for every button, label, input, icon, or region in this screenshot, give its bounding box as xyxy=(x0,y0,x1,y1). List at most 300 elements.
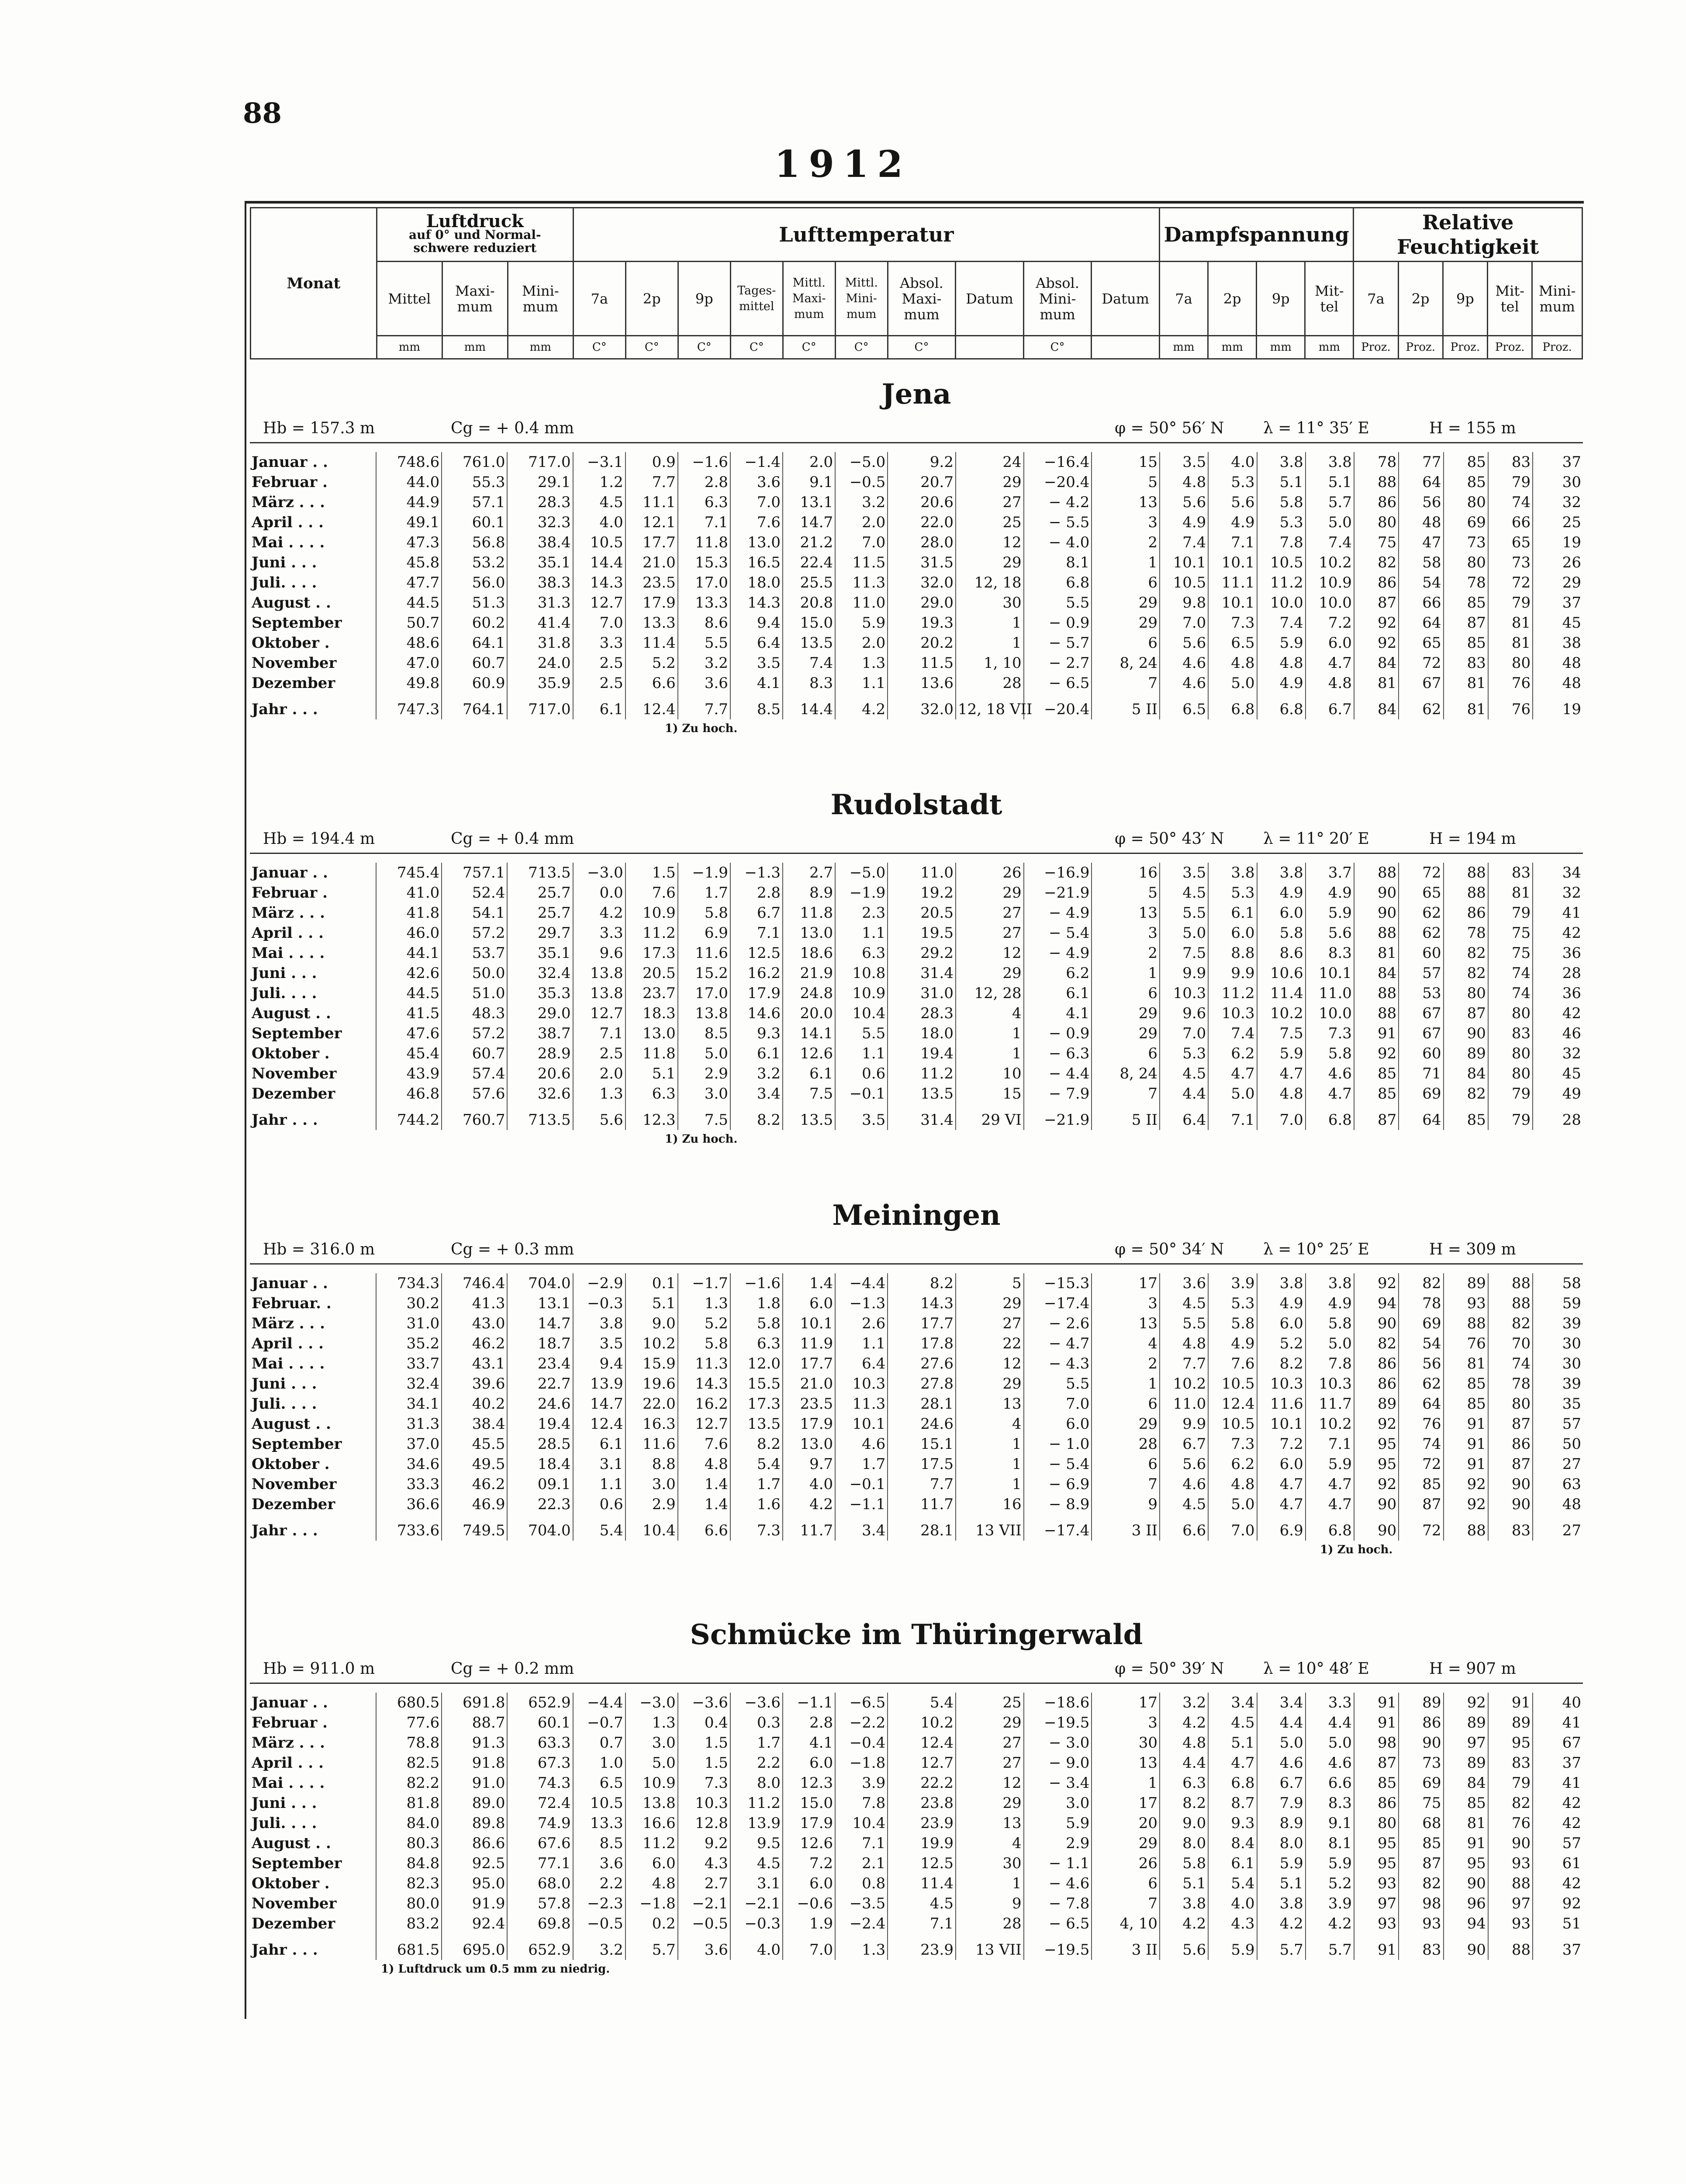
table-cell: 11.6 xyxy=(625,1434,678,1454)
table-cell: 748.6 xyxy=(376,452,442,472)
table-cell: − 4.0 xyxy=(1024,532,1092,553)
table-cell: 17.8 xyxy=(888,1334,956,1354)
table-cell: 6.8 xyxy=(1306,1104,1354,1130)
table-cell: 67.6 xyxy=(507,1833,573,1853)
table-cell: 90 xyxy=(1444,1023,1488,1044)
table-cell: 95 xyxy=(1354,1454,1399,1474)
table-cell: 95.0 xyxy=(442,1873,507,1894)
table-cell: 7.4 xyxy=(1160,532,1208,553)
table-row xyxy=(250,1853,1583,1873)
table-cell: Jahr . . . xyxy=(252,1941,318,1959)
table-cell: 41 xyxy=(1533,903,1583,923)
table-cell: 9.0 xyxy=(625,1313,678,1334)
table-cell: 12.4 xyxy=(1208,1394,1257,1414)
table-cell: 12.3 xyxy=(783,1773,835,1793)
table-cell: 62 xyxy=(1399,923,1443,943)
table-cell: 81 xyxy=(1444,693,1488,719)
table-cell: 4.2 xyxy=(1306,1914,1354,1934)
table-cell: 5.7 xyxy=(625,1934,678,1960)
table-cell: 7.0 xyxy=(730,492,783,512)
table-cell: 13.8 xyxy=(573,963,625,983)
station-name: Schmücke im Thüringerwald xyxy=(690,1618,1143,1651)
table-cell: 8.3 xyxy=(1306,1793,1354,1813)
table-cell: Februar . xyxy=(252,884,328,902)
table-cell: −0.1 xyxy=(835,1084,888,1104)
table-cell: 83 xyxy=(1488,1753,1533,1773)
table-cell: 1 xyxy=(956,613,1024,633)
station-meta xyxy=(250,413,1583,443)
table-cell: 3.2 xyxy=(835,492,888,512)
table-cell: 9.6 xyxy=(1160,1003,1208,1023)
table-cell: 14.3 xyxy=(573,573,625,593)
table-cell: 1.4 xyxy=(678,1474,730,1494)
table-cell: 88 xyxy=(1488,1934,1533,1960)
table-cell: 80 xyxy=(1444,553,1488,573)
table-cell: 65 xyxy=(1399,633,1443,653)
table-cell: 38.4 xyxy=(507,532,573,553)
table-cell: 48 xyxy=(1533,673,1583,693)
table-cell: 30 xyxy=(1533,1334,1583,1354)
table-cell: 31.4 xyxy=(888,1104,956,1130)
table-cell: 1.3 xyxy=(835,653,888,673)
table-cell: 46.2 xyxy=(442,1334,507,1354)
table-cell: 17 xyxy=(1092,1273,1160,1293)
table-cell: 64.1 xyxy=(442,633,507,653)
table-cell: 81 xyxy=(1444,673,1488,693)
table-cell: Oktober . xyxy=(252,1875,330,1892)
table-cell: 12.4 xyxy=(573,1414,625,1434)
table-cell: 6.0 xyxy=(783,1873,835,1894)
unit-rf-5: Proz. xyxy=(1532,336,1582,359)
table-cell: 81 xyxy=(1444,1813,1488,1833)
table-cell: 3.0 xyxy=(1024,1793,1092,1813)
table-cell: 95 xyxy=(1354,1833,1399,1853)
table-row xyxy=(250,1064,1583,1084)
table-row xyxy=(250,1733,1583,1753)
table-cell: 7 xyxy=(1092,1894,1160,1914)
table-cell: 4.8 xyxy=(1208,1474,1257,1494)
table-cell: 24.8 xyxy=(783,983,835,1003)
table-cell: 88 xyxy=(1354,1003,1399,1023)
table-cell: 6.6 xyxy=(625,673,678,693)
table-cell: 10.2 xyxy=(625,1334,678,1354)
table-cell: 28.3 xyxy=(888,1003,956,1023)
table-cell: 29 xyxy=(1092,1414,1160,1434)
table-cell: 72 xyxy=(1399,1454,1443,1474)
table-cell: 4.0 xyxy=(730,1934,783,1960)
table-cell: 5.0 xyxy=(1306,1334,1354,1354)
table-cell: 12 xyxy=(956,1773,1024,1793)
table-cell: 28.5 xyxy=(507,1434,573,1454)
table-cell: −4.4 xyxy=(835,1273,888,1293)
table-cell: −18.6 xyxy=(1024,1693,1092,1713)
table-cell: 22.3 xyxy=(507,1494,573,1514)
table-cell: Dezember xyxy=(252,1496,335,1513)
table-cell: 10.5 xyxy=(1208,1374,1257,1394)
table-cell: 3.5 xyxy=(730,653,783,673)
unit-lt-6: C° xyxy=(835,336,888,359)
table-cell: 48 xyxy=(1533,653,1583,673)
table-cell: 91.3 xyxy=(442,1733,507,1753)
table-cell: 67 xyxy=(1399,1003,1443,1023)
table-cell: −0.6 xyxy=(783,1894,835,1914)
table-cell: 87 xyxy=(1354,1104,1399,1130)
table-cell: 10.1 xyxy=(1306,963,1354,983)
footnote: 1) Luftdruck um 0.5 mm zu niedrig. xyxy=(381,1963,610,1976)
table-cell: 7.4 xyxy=(783,653,835,673)
table-cell: September xyxy=(252,1025,342,1042)
table-cell: November xyxy=(252,1895,337,1912)
table-cell: 7.5 xyxy=(783,1084,835,1104)
table-cell: 4.6 xyxy=(1306,1753,1354,1773)
table-cell: 88 xyxy=(1354,923,1399,943)
table-cell: −21.9 xyxy=(1024,1104,1092,1130)
table-cell: 50.0 xyxy=(442,963,507,983)
table-cell: 10.2 xyxy=(1257,1003,1306,1023)
table-cell: 16.5 xyxy=(730,553,783,573)
table-cell: 29.0 xyxy=(507,1003,573,1023)
table-cell: 6.8 xyxy=(1208,1773,1257,1793)
table-cell: 7.4 xyxy=(1208,1023,1257,1044)
table-row xyxy=(250,532,1583,553)
table-cell: 77.1 xyxy=(507,1853,573,1873)
table-cell: 11.3 xyxy=(835,1394,888,1414)
table-cell: 12.8 xyxy=(678,1813,730,1833)
table-cell: 34.6 xyxy=(376,1454,442,1474)
table-cell: − 5.4 xyxy=(1024,923,1092,943)
table-cell: 5.8 xyxy=(1208,1313,1257,1334)
table-cell: 4.0 xyxy=(1208,1894,1257,1914)
table-cell: 2.8 xyxy=(783,1713,835,1733)
table-cell: − 5.7 xyxy=(1024,633,1092,653)
table-cell: 6.1 xyxy=(573,1434,625,1454)
station-h: H = 309 m xyxy=(1429,1241,1516,1258)
table-cell: 15.3 xyxy=(678,553,730,573)
table-cell: Oktober . xyxy=(252,1045,330,1062)
table-cell: 13.8 xyxy=(678,1003,730,1023)
table-cell: 6.0 xyxy=(1257,1313,1306,1334)
table-cell: 10.3 xyxy=(678,1793,730,1813)
unit-lt-2: C° xyxy=(625,336,678,359)
table-cell: 72 xyxy=(1399,863,1443,883)
table-cell: 17.7 xyxy=(783,1354,835,1374)
table-cell: − 6.3 xyxy=(1024,1044,1092,1064)
table-cell: 6 xyxy=(1092,1454,1160,1474)
header-luftdruck-title: Luftdruck xyxy=(426,211,524,232)
table-cell: 76 xyxy=(1488,1813,1533,1833)
table-cell: 88 xyxy=(1488,1273,1533,1293)
table-cell: 50.7 xyxy=(376,613,442,633)
table-cell: 13.8 xyxy=(625,1793,678,1813)
unit-lt-3: C° xyxy=(678,336,730,359)
table-cell: 9.4 xyxy=(573,1354,625,1374)
table-cell: 17.3 xyxy=(625,943,678,963)
table-cell: 89.8 xyxy=(442,1813,507,1833)
table-cell: 48 xyxy=(1399,512,1443,532)
header-luftdruck xyxy=(377,208,573,262)
table-cell: 11.7 xyxy=(1306,1394,1354,1414)
table-cell: 25 xyxy=(1533,512,1583,532)
table-cell: 6.6 xyxy=(678,1514,730,1541)
table-cell: 6.0 xyxy=(625,1853,678,1873)
table-cell: 32 xyxy=(1533,883,1583,903)
station-phi: φ = 50° 43′ N xyxy=(1115,830,1224,848)
table-cell: 6.8 xyxy=(1306,1514,1354,1541)
col-lt-mittl-min: Mittl. Mini-mum xyxy=(835,262,888,336)
table-cell: 7.7 xyxy=(678,693,730,719)
table-cell: −0.3 xyxy=(730,1914,783,1934)
table-cell: 7 xyxy=(1092,1474,1160,1494)
table-cell: 18.3 xyxy=(625,1003,678,1023)
table-cell: 28.9 xyxy=(507,1044,573,1064)
table-cell: 77.6 xyxy=(376,1713,442,1733)
table-cell: 37 xyxy=(1533,1934,1583,1960)
station-h: H = 155 m xyxy=(1429,419,1516,437)
table-cell: 96 xyxy=(1444,1894,1488,1914)
table-cell: 5.9 xyxy=(1306,1853,1354,1873)
table-cell: 761.0 xyxy=(442,452,507,472)
table-cell: 8.0 xyxy=(1160,1833,1208,1853)
table-cell: 1.0 xyxy=(573,1753,625,1773)
table-cell: 4.8 xyxy=(1160,1334,1208,1354)
table-cell: 2.3 xyxy=(835,903,888,923)
table-cell: 4.8 xyxy=(1257,653,1306,673)
station-table xyxy=(250,1693,1583,1960)
table-cell: 5 xyxy=(1092,883,1160,903)
table-cell: 9.3 xyxy=(1208,1813,1257,1833)
table-cell: 86 xyxy=(1444,903,1488,923)
table-cell: 88 xyxy=(1444,863,1488,883)
table-cell: 76 xyxy=(1444,1334,1488,1354)
table-cell: 7.7 xyxy=(888,1474,956,1494)
table-cell: 12.6 xyxy=(783,1044,835,1064)
table-cell: 29 xyxy=(956,883,1024,903)
table-cell: 8, 24 xyxy=(1092,653,1160,673)
table-cell: 89 xyxy=(1444,1273,1488,1293)
table-cell: 57.1 xyxy=(442,492,507,512)
table-cell: 4.5 xyxy=(1160,883,1208,903)
table-cell: 764.1 xyxy=(442,693,507,719)
table-row xyxy=(250,1813,1583,1833)
table-cell: Dezember xyxy=(252,1915,335,1932)
table-cell: 95 xyxy=(1444,1853,1488,1873)
table-cell: 62 xyxy=(1399,693,1443,719)
table-cell: 10.6 xyxy=(1257,963,1306,983)
table-cell: 6 xyxy=(1092,633,1160,653)
table-cell: 680.5 xyxy=(376,1693,442,1713)
table-cell: August . . xyxy=(252,594,331,612)
table-cell: 4.7 xyxy=(1306,1474,1354,1494)
table-cell: 14.6 xyxy=(730,1003,783,1023)
table-cell: 3.6 xyxy=(678,673,730,693)
table-cell: −1.1 xyxy=(835,1494,888,1514)
table-cell: 1.6 xyxy=(730,1494,783,1514)
unit-rf-2: Proz. xyxy=(1398,336,1443,359)
table-cell: 7.6 xyxy=(625,883,678,903)
table-cell: 8.2 xyxy=(730,1104,783,1130)
table-cell: 10.0 xyxy=(1257,593,1306,613)
table-cell: 28 xyxy=(1533,1104,1583,1130)
table-cell: 57 xyxy=(1399,963,1443,983)
table-cell: −4.4 xyxy=(573,1693,625,1713)
table-cell: 8.8 xyxy=(1208,943,1257,963)
table-cell: Jahr . . . xyxy=(252,701,318,718)
table-cell: 11.2 xyxy=(888,1064,956,1084)
table-cell: 3.3 xyxy=(573,633,625,653)
table-cell: 12.5 xyxy=(888,1853,956,1873)
table-cell: 0.3 xyxy=(730,1713,783,1733)
table-cell: 88 xyxy=(1354,472,1399,492)
station-cg: Cg = + 0.3 mm xyxy=(451,1241,574,1258)
table-cell: 4.9 xyxy=(1257,1293,1306,1313)
table-cell: 3.8 xyxy=(1160,1894,1208,1914)
table-cell: − 4.4 xyxy=(1024,1064,1092,1084)
table-cell: −19.5 xyxy=(1024,1934,1092,1960)
col-lt-tagesmittel: Tages-mittel xyxy=(730,262,783,336)
table-cell: − 4.9 xyxy=(1024,903,1092,923)
table-cell: − 2.7 xyxy=(1024,653,1092,673)
table-cell: 81 xyxy=(1488,633,1533,653)
table-cell: −2.4 xyxy=(835,1914,888,1934)
table-cell: 27 xyxy=(1533,1514,1583,1541)
table-cell: 4.7 xyxy=(1306,1084,1354,1104)
table-cell: 36 xyxy=(1533,943,1583,963)
table-cell: 5.5 xyxy=(1160,1313,1208,1334)
col-lt-2p: 2p xyxy=(625,262,678,336)
table-cell: 6.9 xyxy=(678,923,730,943)
table-cell: 45.5 xyxy=(442,1434,507,1454)
table-cell: 5.4 xyxy=(1208,1873,1257,1894)
table-cell: 82 xyxy=(1488,1313,1533,1334)
table-cell: 93 xyxy=(1444,1293,1488,1313)
table-cell: 62 xyxy=(1399,903,1443,923)
table-cell: − 9.0 xyxy=(1024,1753,1092,1773)
table-cell: 60 xyxy=(1399,943,1443,963)
table-cell: 50 xyxy=(1533,1434,1583,1454)
table-cell: 5.4 xyxy=(730,1454,783,1474)
table-cell: 11.8 xyxy=(783,903,835,923)
table-cell: 7.3 xyxy=(1208,1434,1257,1454)
table-cell: −5.0 xyxy=(835,863,888,883)
table-cell: 29.0 xyxy=(888,593,956,613)
table-cell: Dezember xyxy=(252,1085,335,1102)
table-cell: 14.7 xyxy=(573,1394,625,1414)
header-feuchtigkeit: Relative Feuchtigkeit xyxy=(1354,208,1582,262)
table-cell: 4.6 xyxy=(1160,1474,1208,1494)
table-cell: 10.3 xyxy=(1257,1374,1306,1394)
table-row xyxy=(250,1414,1583,1434)
table-cell: 3.4 xyxy=(730,1084,783,1104)
table-cell: 19.2 xyxy=(888,883,956,903)
table-cell: 60.1 xyxy=(507,1713,573,1733)
table-cell: 3.3 xyxy=(1306,1693,1354,1713)
table-cell: −3.1 xyxy=(573,452,625,472)
table-cell: Februar . xyxy=(252,473,328,491)
table-cell: 4.8 xyxy=(1306,673,1354,693)
table-cell: −17.4 xyxy=(1024,1514,1092,1541)
table-cell: 65 xyxy=(1488,532,1533,553)
table-cell: 12.6 xyxy=(783,1833,835,1853)
table-cell: 5.9 xyxy=(1306,903,1354,923)
table-cell: 8.5 xyxy=(678,1023,730,1044)
header-luftdruck-sub: auf 0° und Normal-schwere reduziert xyxy=(409,228,541,255)
table-cell: 8.5 xyxy=(573,1833,625,1853)
table-cell: 20.6 xyxy=(507,1064,573,1084)
table-cell: 49.1 xyxy=(376,512,442,532)
table-cell: 1, 10 xyxy=(956,653,1024,673)
table-cell: 26 xyxy=(1092,1853,1160,1873)
table-cell: 5.3 xyxy=(1208,472,1257,492)
table-cell: 86 xyxy=(1354,1793,1399,1813)
table-cell: 86 xyxy=(1488,1434,1533,1454)
table-cell: 80 xyxy=(1444,983,1488,1003)
table-cell: 89 xyxy=(1399,1693,1443,1713)
table-cell: 28 xyxy=(1092,1434,1160,1454)
table-cell: −0.3 xyxy=(573,1293,625,1313)
table-cell: 16.3 xyxy=(625,1414,678,1434)
table-cell: 0.4 xyxy=(678,1713,730,1733)
table-cell: 64 xyxy=(1399,1104,1443,1130)
table-cell: 37.0 xyxy=(376,1434,442,1454)
table-cell: 29 xyxy=(1092,1023,1160,1044)
table-cell: 13.5 xyxy=(888,1084,956,1104)
table-cell: 4.2 xyxy=(835,693,888,719)
table-cell: 92 xyxy=(1444,1474,1488,1494)
table-cell: 9.3 xyxy=(730,1023,783,1044)
table-cell: 7.3 xyxy=(1306,1023,1354,1044)
table-cell: Juni . . . xyxy=(252,964,317,982)
unit-ds-2: mm xyxy=(1208,336,1257,359)
table-cell: 51.0 xyxy=(442,983,507,1003)
table-cell: 80 xyxy=(1354,512,1399,532)
table-cell: −15.3 xyxy=(1024,1273,1092,1293)
table-cell: 13.3 xyxy=(678,593,730,613)
table-cell: 8.3 xyxy=(1306,943,1354,963)
table-cell: 3.5 xyxy=(1160,863,1208,883)
table-cell: 5.0 xyxy=(1208,1494,1257,1514)
table-cell: 88.7 xyxy=(442,1713,507,1733)
table-cell: 6.3 xyxy=(1160,1773,1208,1793)
table-cell: 6.7 xyxy=(730,903,783,923)
table-row xyxy=(250,1293,1583,1313)
table-cell: −3.5 xyxy=(835,1894,888,1914)
table-cell: − 4.9 xyxy=(1024,943,1092,963)
table-cell: 3.8 xyxy=(1257,863,1306,883)
table-cell: Mai . . . . xyxy=(252,944,325,962)
table-cell: 94 xyxy=(1354,1293,1399,1313)
table-cell: −2.1 xyxy=(678,1894,730,1914)
table-cell: 53.2 xyxy=(442,553,507,573)
table-cell: 86 xyxy=(1354,573,1399,593)
table-cell: 44.5 xyxy=(376,593,442,613)
table-cell: 53 xyxy=(1399,983,1443,1003)
table-cell: 56.8 xyxy=(442,532,507,553)
table-cell: −1.3 xyxy=(730,863,783,883)
table-cell: 1.2 xyxy=(573,472,625,492)
table-cell: 7.2 xyxy=(1306,613,1354,633)
table-cell: 82 xyxy=(1444,1084,1488,1104)
table-cell: 92 xyxy=(1533,1894,1583,1914)
table-cell: 80 xyxy=(1488,1064,1533,1084)
table-cell: 49.8 xyxy=(376,673,442,693)
unit-rf-4: Proz. xyxy=(1488,336,1532,359)
col-ld-mittel: Mittel xyxy=(377,262,442,336)
unit-lt-datum1 xyxy=(956,336,1024,359)
table-cell: August . . xyxy=(252,1835,331,1852)
table-cell: 8.5 xyxy=(730,693,783,719)
table-cell: 12.7 xyxy=(678,1414,730,1434)
table-cell: 32.0 xyxy=(888,573,956,593)
